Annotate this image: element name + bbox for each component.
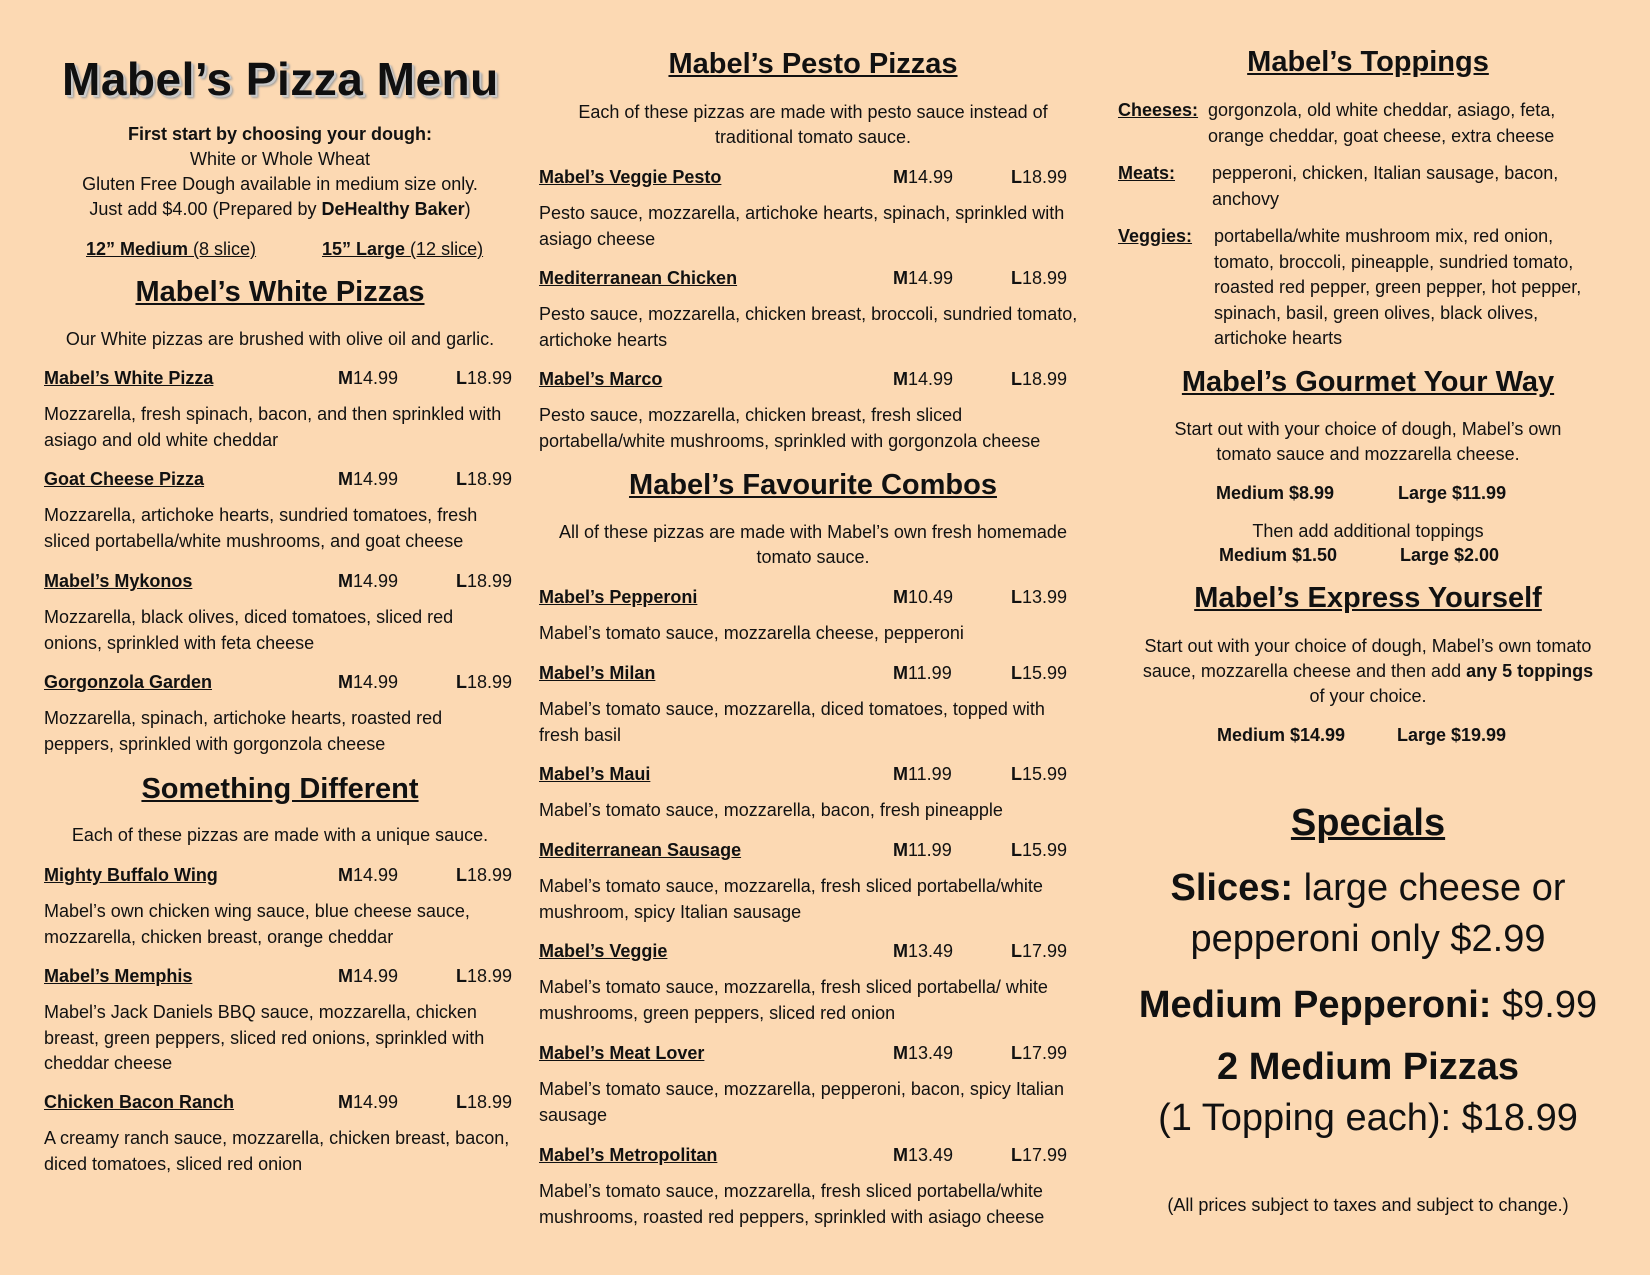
price-large: L18.99 [456, 571, 513, 591]
pesto-pizzas-title: Mabel’s Pesto Pizzas [668, 48, 958, 80]
menu-item-description: Mabel’s tomato sauce, mozzarella cheese, pepperoni [539, 623, 964, 643]
price-medium: M10.49 [893, 587, 954, 607]
price-medium: M14.99 [338, 672, 399, 692]
price-medium: M13.49 [893, 1145, 954, 1165]
dough-options: White or Whole Wheat [189, 149, 371, 169]
price-large: L13.99 [1011, 587, 1068, 607]
price-medium: M11.99 [893, 663, 952, 683]
size-medium: 12” Medium (8 slice) [86, 239, 257, 259]
pesto-pizzas-intro: Each of these pizzas are made with pesto sauce instead of traditional tomato sauce. [578, 102, 1048, 147]
menu-item-name: Mabel’s Maui [539, 764, 651, 784]
price-large: L17.99 [1011, 1043, 1068, 1063]
price-large: L18.99 [456, 672, 513, 692]
specials-title: Specials [1290, 802, 1446, 844]
special-medium-pepperoni: Medium Pepperoni: $9.99 [1138, 984, 1598, 1026]
special-two-mediums: 2 Medium Pizzas [1217, 1046, 1519, 1088]
express-large-price: Large $19.99 [1397, 725, 1507, 745]
gourmet-intro: Start out with your choice of dough, Mabel’s own tomato sauce and mozzarella cheese. [1174, 419, 1562, 464]
menu-item-name: Mabel’s Memphis [44, 966, 193, 986]
menu-item-description: Mabel’s tomato sauce, mozzarella, fresh sliced portabella/white mushrooms, roasted red peppers, sprinkled with asiago cheese [539, 1181, 1045, 1227]
gourmet-medium-price: Medium $8.99 [1216, 483, 1335, 503]
menu-item-name: Goat Cheese Pizza [44, 469, 205, 489]
price-large: L17.99 [1011, 1145, 1068, 1165]
price-large: L18.99 [456, 966, 513, 986]
menu-item-description: Mozzarella, spinach, artichoke hearts, roasted red peppers, sprinkled with gorgonzola cheese [44, 708, 443, 754]
menu-item-name: Mabel’s Pepperoni [539, 587, 698, 607]
menu-item-description: Mozzarella, artichoke hearts, sundried tomatoes, fresh sliced portabella/white mushrooms, and goat cheese [44, 505, 478, 551]
price-large: L18.99 [1011, 167, 1068, 187]
menu-item-name: Mabel’s Veggie [539, 941, 668, 961]
price-large: L15.99 [1011, 663, 1068, 683]
menu-item-description: Mabel’s Jack Daniels BBQ sauce, mozzarella, chicken breast, green peppers, sliced red onions, sprinkled with cheddar cheese [44, 1002, 485, 1073]
menu-item-description: Pesto sauce, mozzarella, artichoke hearts, spinach, sprinkled with asiago cheese [539, 203, 1065, 249]
menu-item-header [539, 165, 1087, 190]
gourmet-additional-note: Then add additional toppings [1252, 521, 1484, 541]
menu-item-name: Mabel’s Meat Lover [539, 1043, 705, 1063]
menu-item-header [539, 838, 1087, 863]
menu-item-description: A creamy ranch sauce, mozzarella, chicken breast, bacon, diced tomatoes, sliced red onion [44, 1128, 510, 1174]
special-slices: Slices: large cheese or pepperoni only $2.99 [1170, 867, 1566, 960]
gourmet-add-large: Large $2.00 [1400, 545, 1500, 565]
meats-label: Meats: [1118, 163, 1176, 183]
toppings-veggies [1118, 224, 1618, 352]
veggies-list: portabella/white mushroom mix, red onion, tomato, broccoli, pineapple, sundried tomato, roasted red pepper, green pepper, hot pepper, spinach, basil, green olives, black olives, artichoke hearts [1214, 226, 1582, 348]
something-different-title: Something Different [141, 773, 419, 805]
menu-item-header [44, 1090, 516, 1115]
menu-item-name: Mabel’s Marco [539, 369, 663, 389]
express-intro: Start out with your choice of dough, Mabel’s own tomato sauce, mozzarella cheese and then add any 5 toppings of your choice. [1142, 636, 1594, 706]
price-large: L15.99 [1011, 764, 1068, 784]
cheeses-list: gorgonzola, old white cheddar, asiago, feta, orange cheddar, goat cheese, extra cheese [1208, 100, 1556, 146]
menu-item-description: Mabel’s tomato sauce, mozzarella, bacon, fresh pineapple [539, 800, 1003, 820]
dough-heading: First start by choosing your dough: [127, 124, 432, 144]
veggies-label: Veggies: [1118, 226, 1193, 246]
toppings-cheeses [1118, 98, 1618, 150]
menu-item-header [539, 1041, 1087, 1066]
price-large: L18.99 [456, 865, 513, 885]
menu-item-header [44, 467, 516, 492]
something-different-intro: Each of these pizzas are made with a unique sauce. [71, 825, 489, 845]
menu-item-description: Mabel’s tomato sauce, mozzarella, fresh sliced portabella/ white mushrooms, green peppers, sliced red onion [539, 977, 1048, 1023]
menu-item-name: Chicken Bacon Ranch [44, 1092, 235, 1112]
express-medium-price: Medium $14.99 [1217, 725, 1346, 745]
menu-item-header [44, 569, 516, 594]
menu-item-header [539, 939, 1087, 964]
menu-item-header [539, 266, 1087, 291]
menu-item-description: Mabel’s tomato sauce, mozzarella, diced tomatoes, topped with fresh basil [539, 699, 1045, 745]
price-medium: M14.99 [893, 369, 954, 389]
toppings-meats [1118, 161, 1618, 213]
price-large: L18.99 [456, 368, 513, 388]
price-large: L18.99 [1011, 268, 1068, 288]
gourmet-title: Mabel’s Gourmet Your Way [1181, 366, 1555, 398]
meats-list: pepperoni, chicken, Italian sausage, bacon, anchovy [1212, 163, 1559, 209]
menu-item-header [539, 367, 1087, 392]
price-medium: M14.99 [338, 966, 399, 986]
menu-item-header [44, 964, 516, 989]
menu-item-description: Mozzarella, black olives, diced tomatoes, sliced red onions, sprinkled with feta cheese [44, 607, 454, 653]
price-medium: M11.99 [893, 764, 952, 784]
menu-title: Mabel’s Pizza Menu [62, 53, 499, 105]
menu-item-name: Mabel’s Milan [539, 663, 656, 683]
price-medium: M14.99 [338, 571, 399, 591]
price-medium: M14.99 [338, 1092, 399, 1112]
gluten-free-note: Gluten Free Dough available in medium size only. [82, 174, 478, 194]
price-medium: M14.99 [338, 368, 399, 388]
price-large: L15.99 [1011, 840, 1068, 860]
menu-item-header [44, 863, 516, 888]
menu-item-name: Mabel’s Mykonos [44, 571, 193, 591]
price-medium: M11.99 [893, 840, 952, 860]
price-medium: M14.99 [893, 167, 954, 187]
menu-item-description: Mabel’s tomato sauce, mozzarella, fresh sliced portabella/white mushroom, spicy Italian sausage [539, 876, 1043, 922]
price-medium: M14.99 [893, 268, 954, 288]
menu-item-header [44, 670, 516, 695]
price-medium: M14.99 [338, 865, 399, 885]
price-large: L18.99 [456, 1092, 513, 1112]
menu-item-name: Mediterranean Chicken [539, 268, 738, 288]
menu-item-description: Mabel’s own chicken wing sauce, blue cheese sauce, mozzarella, chicken breast, orange cheddar [44, 901, 470, 947]
white-pizzas-intro: Our White pizzas are brushed with olive oil and garlic. [65, 329, 495, 349]
white-pizzas-title: Mabel’s White Pizzas [135, 276, 425, 308]
price-medium: M13.49 [893, 1043, 954, 1063]
menu-item-header [539, 585, 1087, 610]
menu-item-description: Mabel’s tomato sauce, mozzarella, pepperoni, bacon, spicy Italian sausage [539, 1079, 1064, 1125]
price-large: L17.99 [1011, 941, 1068, 961]
gourmet-large-price: Large $11.99 [1398, 483, 1507, 503]
price-medium: M13.49 [893, 941, 954, 961]
dough-section [44, 122, 516, 222]
menu-item-header [44, 366, 516, 391]
favourite-combos-title: Mabel’s Favourite Combos [629, 469, 997, 501]
menu-item-name: Mabel’s Metropolitan [539, 1145, 718, 1165]
menu-item-header [539, 661, 1087, 686]
menu-item-name: Mighty Buffalo Wing [44, 865, 218, 885]
size-large: 15” Large (12 slice) [322, 239, 484, 259]
price-large: L18.99 [1011, 369, 1068, 389]
price-footnote: (All prices subject to taxes and subject to change.) [1167, 1195, 1569, 1215]
menu-item-description: Pesto sauce, mozzarella, chicken breast, fresh sliced portabella/white mushrooms, sprinkled with gorgonzola cheese [539, 405, 1041, 451]
menu-item-header [539, 1143, 1087, 1168]
menu-item-name: Mediterranean Sausage [539, 840, 742, 860]
special-two-mediums-detail: (1 Topping each): $18.99 [1158, 1097, 1578, 1139]
price-medium: M14.99 [338, 469, 399, 489]
menu-item-description: Mozzarella, fresh spinach, bacon, and then sprinkled with asiago and old white cheddar [44, 404, 502, 450]
express-title: Mabel’s Express Yourself [1194, 582, 1542, 614]
menu-item-name: Mabel’s White Pizza [44, 368, 214, 388]
gourmet-add-medium: Medium $1.50 [1219, 545, 1338, 565]
menu-item-description: Pesto sauce, mozzarella, chicken breast, broccoli, sundried tomato, artichoke hearts [539, 304, 1078, 350]
toppings-title: Mabel’s Toppings [1247, 46, 1489, 78]
cheeses-label: Cheeses: [1118, 100, 1199, 120]
price-large: L18.99 [456, 469, 513, 489]
gluten-free-price: Just add $4.00 (Prepared by DeHealthy Baker) [89, 199, 471, 219]
menu-item-name: Gorgonzola Garden [44, 672, 213, 692]
menu-item-name: Mabel’s Veggie Pesto [539, 167, 722, 187]
favourite-combos-intro: All of these pizzas are made with Mabel’s own fresh homemade tomato sauce. [559, 522, 1067, 567]
menu-item-header [539, 762, 1087, 787]
